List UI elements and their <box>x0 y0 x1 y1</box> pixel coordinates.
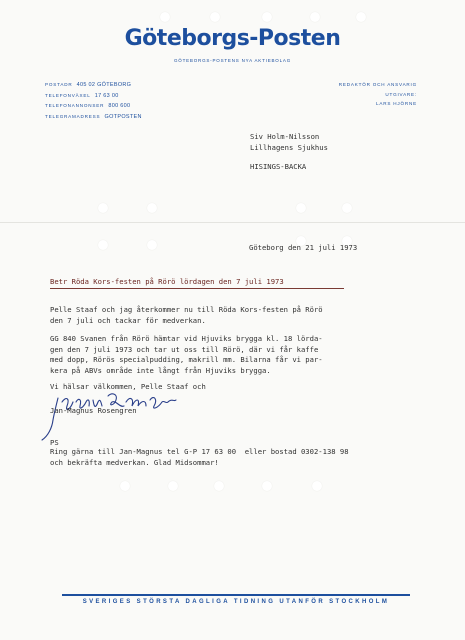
newspaper-masthead: Göteborgs-Posten <box>124 26 341 51</box>
contact-ads-phone: TELEFONANNONSER 800 600 <box>45 103 131 109</box>
recipient-city: HISINGS-BACKA <box>250 162 307 171</box>
punch-hole <box>356 12 366 22</box>
signatory-name: Jan-Magnus Rosengren <box>50 406 137 415</box>
recipient-address <box>250 132 328 153</box>
punch-hole <box>160 12 170 22</box>
paragraph-2: GG 840 Svanen från Rörö hämtar vid Hjuviks brygga kl. 18 lörda- gen den 7 juli 1973 och tar ut oss till Rörö, där vi får kaffe med dopp, Rörös specialpudding, makrill mm. Bilarna får vi par- kera på ABVs område inte långt från Hjuviks brygga. <box>50 334 323 375</box>
punch-hole <box>98 240 108 250</box>
punch-hole <box>262 481 272 491</box>
contact-postal: POSTADR 405 02 GÖTEBORG <box>45 82 132 88</box>
punch-hole <box>147 240 157 250</box>
subject-underline <box>50 288 344 289</box>
contact-telegram: TELEGRAMADRESS GOTPOSTEN <box>45 113 142 120</box>
fold-line <box>0 222 465 223</box>
letter-subject: Betr Röda Kors-festen på Rörö lördagen den 7 juli 1973 <box>50 277 284 286</box>
punch-hole <box>310 12 320 22</box>
contact-block <box>45 80 142 122</box>
recipient-name: Siv Holm-Nilsson <box>250 132 320 141</box>
contact-switchboard: TELEFONVÄXEL 17 63 00 <box>45 92 119 99</box>
punch-hole <box>168 481 178 491</box>
footer-slogan: SVERIGES STÖRSTA DAGLIGA TIDNING UTANFÖR STOCKHOLM <box>82 599 390 605</box>
punch-hole <box>342 203 352 213</box>
editor-role: REDAKTÖR OCH ANSVARIG <box>338 82 417 87</box>
paragraph-1: Pelle Staaf och jag återkommer nu till Röda Kors-festen på Rörö den 7 juli och tackar för medverkan. <box>50 305 323 325</box>
letter-date: Göteborg den 21 juli 1973 <box>249 243 358 252</box>
punch-hole <box>312 481 322 491</box>
ps-label: PS <box>50 438 59 447</box>
ps-text: Ring gärna till Jan-Magnus tel G-P 17 63 00 eller bostad 0302-138 98 och bekräfta medverkan. Glad Midsommar! <box>50 447 349 467</box>
punch-hole <box>120 481 130 491</box>
punch-hole <box>147 203 157 213</box>
recipient-institution: Lillhagens Sjukhus <box>250 142 328 152</box>
company-subtitle: GÖTEBORGS-POSTENS NYA AKTIEBOLAG <box>173 58 292 63</box>
punch-hole <box>214 481 224 491</box>
editor-name: LARS HJÖRNE <box>376 101 417 106</box>
punch-hole <box>210 12 220 22</box>
punch-hole <box>98 203 108 213</box>
editor-role-2: UTGIVARE: <box>385 91 417 97</box>
punch-hole <box>296 203 306 213</box>
footer-rule <box>62 594 410 596</box>
editor-block <box>339 80 417 109</box>
punch-hole <box>262 12 272 22</box>
closing-line: Vi hälsar välkommen, Pelle Staaf och <box>50 382 206 391</box>
